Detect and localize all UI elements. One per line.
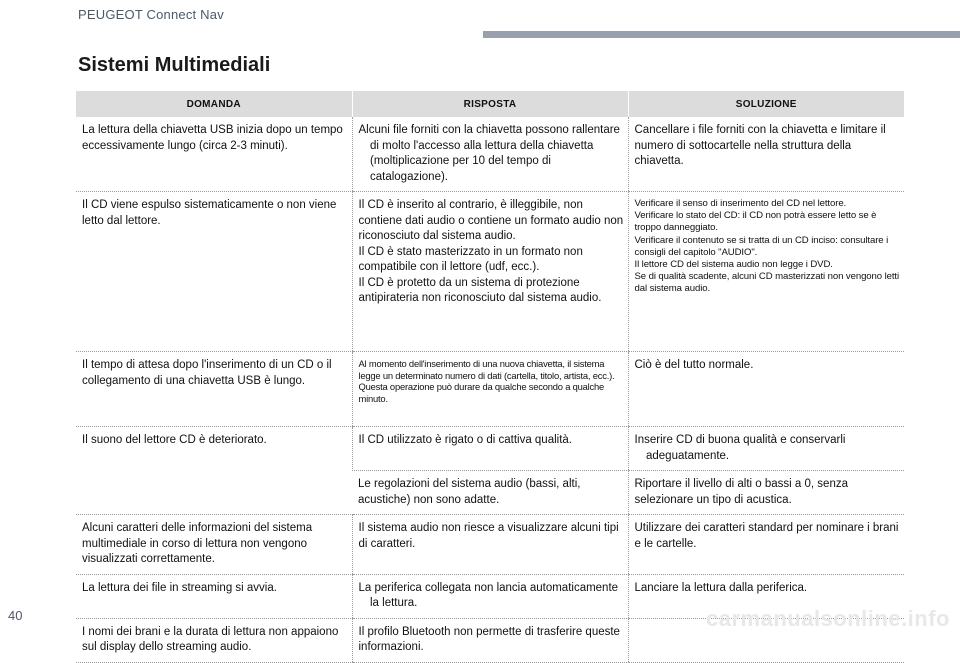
table-row [76, 192, 904, 352]
solution-line: Verificare il senso di inserimento del CD nel lettore. [634, 198, 847, 209]
answer-cell: Il profilo Bluetooth non permette di trasferire queste informazioni. [352, 618, 628, 662]
faq-table [76, 91, 904, 663]
solution-text: Inserire CD di buona qualità e conservarli adeguatamente. [634, 434, 846, 462]
solution-cell [628, 427, 904, 471]
page-title: Sistemi Multimediali [78, 54, 271, 76]
solution-cell: Riportare il livello di alti o bassi a 0, senza selezionare un tipo di acustica. [628, 471, 904, 515]
answer-text: Alcuni file forniti con la chiavetta possono rallentare di molto l'accesso alla lettura della chiavetta (moltiplicazione per 10 del tempo di catalogazione). [358, 124, 620, 183]
table-row [76, 515, 904, 575]
column-header-risposta: RISPOSTA [352, 91, 628, 117]
brand-header: PEUGEOT Connect Nav [78, 7, 224, 22]
solution-line: Se di qualità scadente, alcuni CD masterizzati non vengono letti dal sistema audio. [634, 271, 900, 295]
answer-line: Il CD è inserito al contrario, è illeggibile, non contiene dati audio o contiene un formato audio non riconosciuto dal sistema audio. [358, 199, 624, 242]
header-bar [483, 31, 960, 38]
solution-line: Il lettore CD del sistema audio non legge i DVD. [634, 259, 833, 271]
solution-cell: Lanciare la lettura dalla periferica. [628, 574, 904, 618]
table-row [76, 352, 904, 427]
answer-text: La periferica collegata non lancia automaticamente la lettura. [358, 581, 619, 609]
answer-cell: Il sistema audio non riesce a visualizzare alcuni tipi di caratteri. [352, 515, 628, 575]
column-header-domanda: DOMANDA [76, 91, 352, 117]
answer-cell [352, 192, 628, 352]
answer-line: Il CD è stato masterizzato in un formato non compatibile con il lettore (udf, ecc.). [358, 245, 583, 273]
solution-cell: Utilizzare dei caratteri standard per nominare i brani e le cartelle. [628, 515, 904, 575]
question-cell: Il CD viene espulso sistematicamente o non viene letto dal lettore. [76, 192, 352, 352]
question-cell: I nomi dei brani e la durata di lettura non appaiono sul display dello streaming audio. [76, 618, 352, 662]
column-header-soluzione: SOLUZIONE [628, 91, 904, 117]
table-header-row [76, 91, 904, 117]
question-cell: La lettura della chiavetta USB inizia dopo un tempo eccessivamente lungo (circa 2-3 minuti). [76, 117, 352, 192]
solution-cell: Cancellare i file forniti con la chiavetta e limitare il numero di sottocartelle nella struttura della chiavetta. [628, 117, 904, 192]
question-cell: Il suono del lettore CD è deteriorato. [76, 427, 352, 515]
answer-cell [352, 574, 628, 618]
question-cell: Alcuni caratteri delle informazioni del sistema multimediale in corso di lettura non vengono visualizzati correttamente. [76, 515, 352, 575]
watermark: carmanualsonline.info [706, 606, 950, 631]
question-cell: Il tempo di attesa dopo l'inserimento di un CD o il collegamento di una chiavetta USB è lungo. [76, 352, 352, 427]
table-row [76, 427, 904, 471]
answer-cell: Al momento dell'inserimento di una nuova chiavetta, il sistema legge un determinato numero di dati (cartella, titolo, artista, ecc.). Questa operazione può durare da qualche secondo a qualche minuto. [352, 352, 628, 427]
answer-line: Il CD è protetto da un sistema di protezione antipirateria non riconosciuto dal sistema audio. [358, 276, 602, 304]
solution-line: Verificare il contenuto se si tratta di un CD inciso: consultare i consigli del capitolo "AUDIO". [634, 234, 889, 258]
solution-cell: Ciò è del tutto normale. [628, 352, 904, 427]
answer-cell: Il CD utilizzato è rigato o di cattiva qualità. [352, 427, 628, 471]
solution-cell [628, 192, 904, 352]
page-number: 40 [8, 608, 23, 623]
answer-cell: Le regolazioni del sistema audio (bassi, alti, acustiche) non sono adatte. [352, 471, 628, 515]
table-row [76, 117, 904, 192]
question-cell: La lettura dei file in streaming si avvia. [76, 574, 352, 618]
solution-line: Verificare lo stato del CD: il CD non potrà essere letto se è troppo danneggiato. [634, 210, 877, 234]
answer-cell [352, 117, 628, 192]
